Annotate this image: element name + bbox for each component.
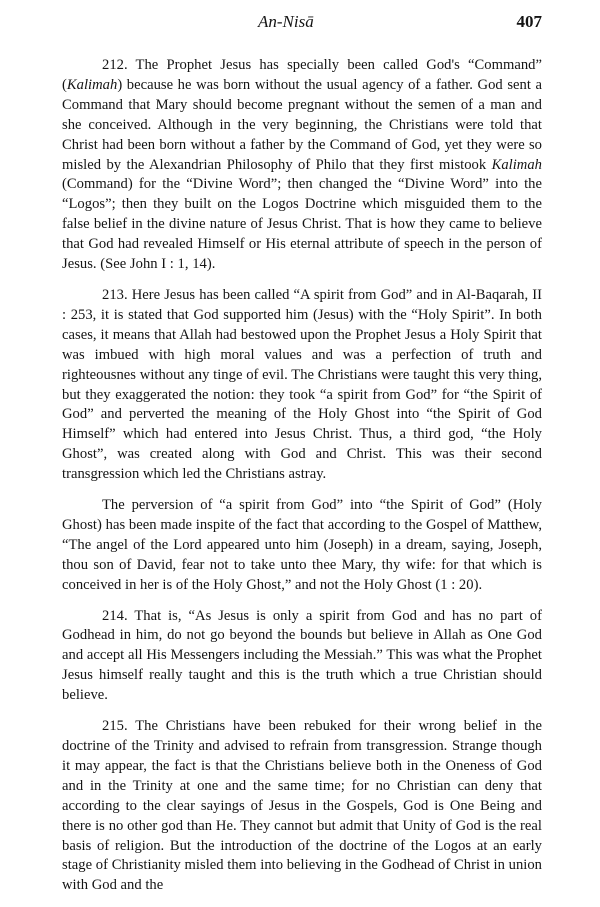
note-text: (Command) for the “Divine Word”; then changed the “Divine Word” into the “Logos”; then they built on the Logos Doctrine which misguided them to the false belief in the divine nature of Jesus Christ. That is how they came to believe that God had revealed Himself or His eternal attribute of speech in the person of Jesus. (See John I : 1, 14).: [62, 176, 542, 273]
note-213: [62, 286, 542, 485]
chapter-title: An-Nisā: [258, 12, 314, 31]
note-text: The Christians have been rebuked for their wrong belief in the doctrine of the Trinity and advised to refrain from transgression. Strange though it may appear, the fact is that the Christians believe both in the Oneness of God and in the Trinity at one and the same time; for no Christian can deny that according to the clear sayings of Jesus in the Gospels, God is One Being and there is no other god than He. They cannot but admit that Unity of God is the real basis of religion. But the introduction of the doctrine of the Logos at an early stage of Christianity misled them into believing in the Godhead of Christ in union with God and the: [62, 718, 542, 894]
commentary-text: [62, 56, 542, 907]
note-number: 213.: [102, 286, 128, 303]
running-head: [0, 10, 600, 38]
note-text: The perversion of “a spirit from God” into “the Spirit of God” (Holy Ghost) has been made inspite of the fact that according to the Gospel of Matthew, “The angel of the Lord appeared unto him (Joseph) in a dream, saying, Joseph, thou son of David, fear not to take unto thee Mary, thy wife: for that which is conceived in her is of the Holy Ghost,” and not the Holy Ghost (1 : 20).: [62, 497, 542, 593]
page-number: 407: [516, 12, 542, 31]
italic-term: Kalimah: [491, 156, 542, 173]
note-212: [62, 56, 542, 275]
note-text: That is, “As Jesus is only a spirit from God and has no part of Godhead in him, do not go beyond the bounds but believe in Allah as One God and accept all His Messengers including the Messiah.” This was what the Prophet Jesus himself really taught and this is the truth which a true Christian should believe.: [62, 607, 542, 704]
note-213-continuation: [62, 496, 542, 596]
note-text: Here Jesus has been called “A spirit from God” and in Al-Baqarah, II : 253, it is stated that God supported him (Jesus) with the “Holy Spirit”. In both cases, it means that Allah had bestowed upon the Prophet Jesus a Holy Spirit that was imbued with high moral values and was a perfection of truth and righteousnes without any tinge of evil. The Christians were taught this very thing, but they exaggerated the notion: they took “a spirit from God” for “the Spirit of God” and perverted the meaning of the Holy Ghost into “the Spirit of God Himself” which had entered into Jesus Christ. Thus, a third god, “the Holy Ghost”, was created along with God and Christ. This was their second transgression which led the Christians astray.: [62, 286, 542, 483]
note-text: ) because he was born without the usual agency of a father. God sent a Command that Mary should become pregnant without the semen of a man and she conceived. Although in the very beginning, the Christians were told that Christ had been born without a father by the Command of God, yet they were so misled by the Alexandrian Philosophy of Philo that they first mistook: [62, 76, 542, 173]
note-text: The Prophet Jesus has specially been called God's “Command” (: [62, 57, 542, 93]
note-214: [62, 607, 542, 707]
note-number: 212.: [102, 57, 128, 73]
italic-term: Kalimah: [66, 76, 118, 93]
note-215: [62, 717, 542, 896]
note-number: 214.: [102, 607, 128, 624]
note-number: 215.: [102, 718, 128, 735]
